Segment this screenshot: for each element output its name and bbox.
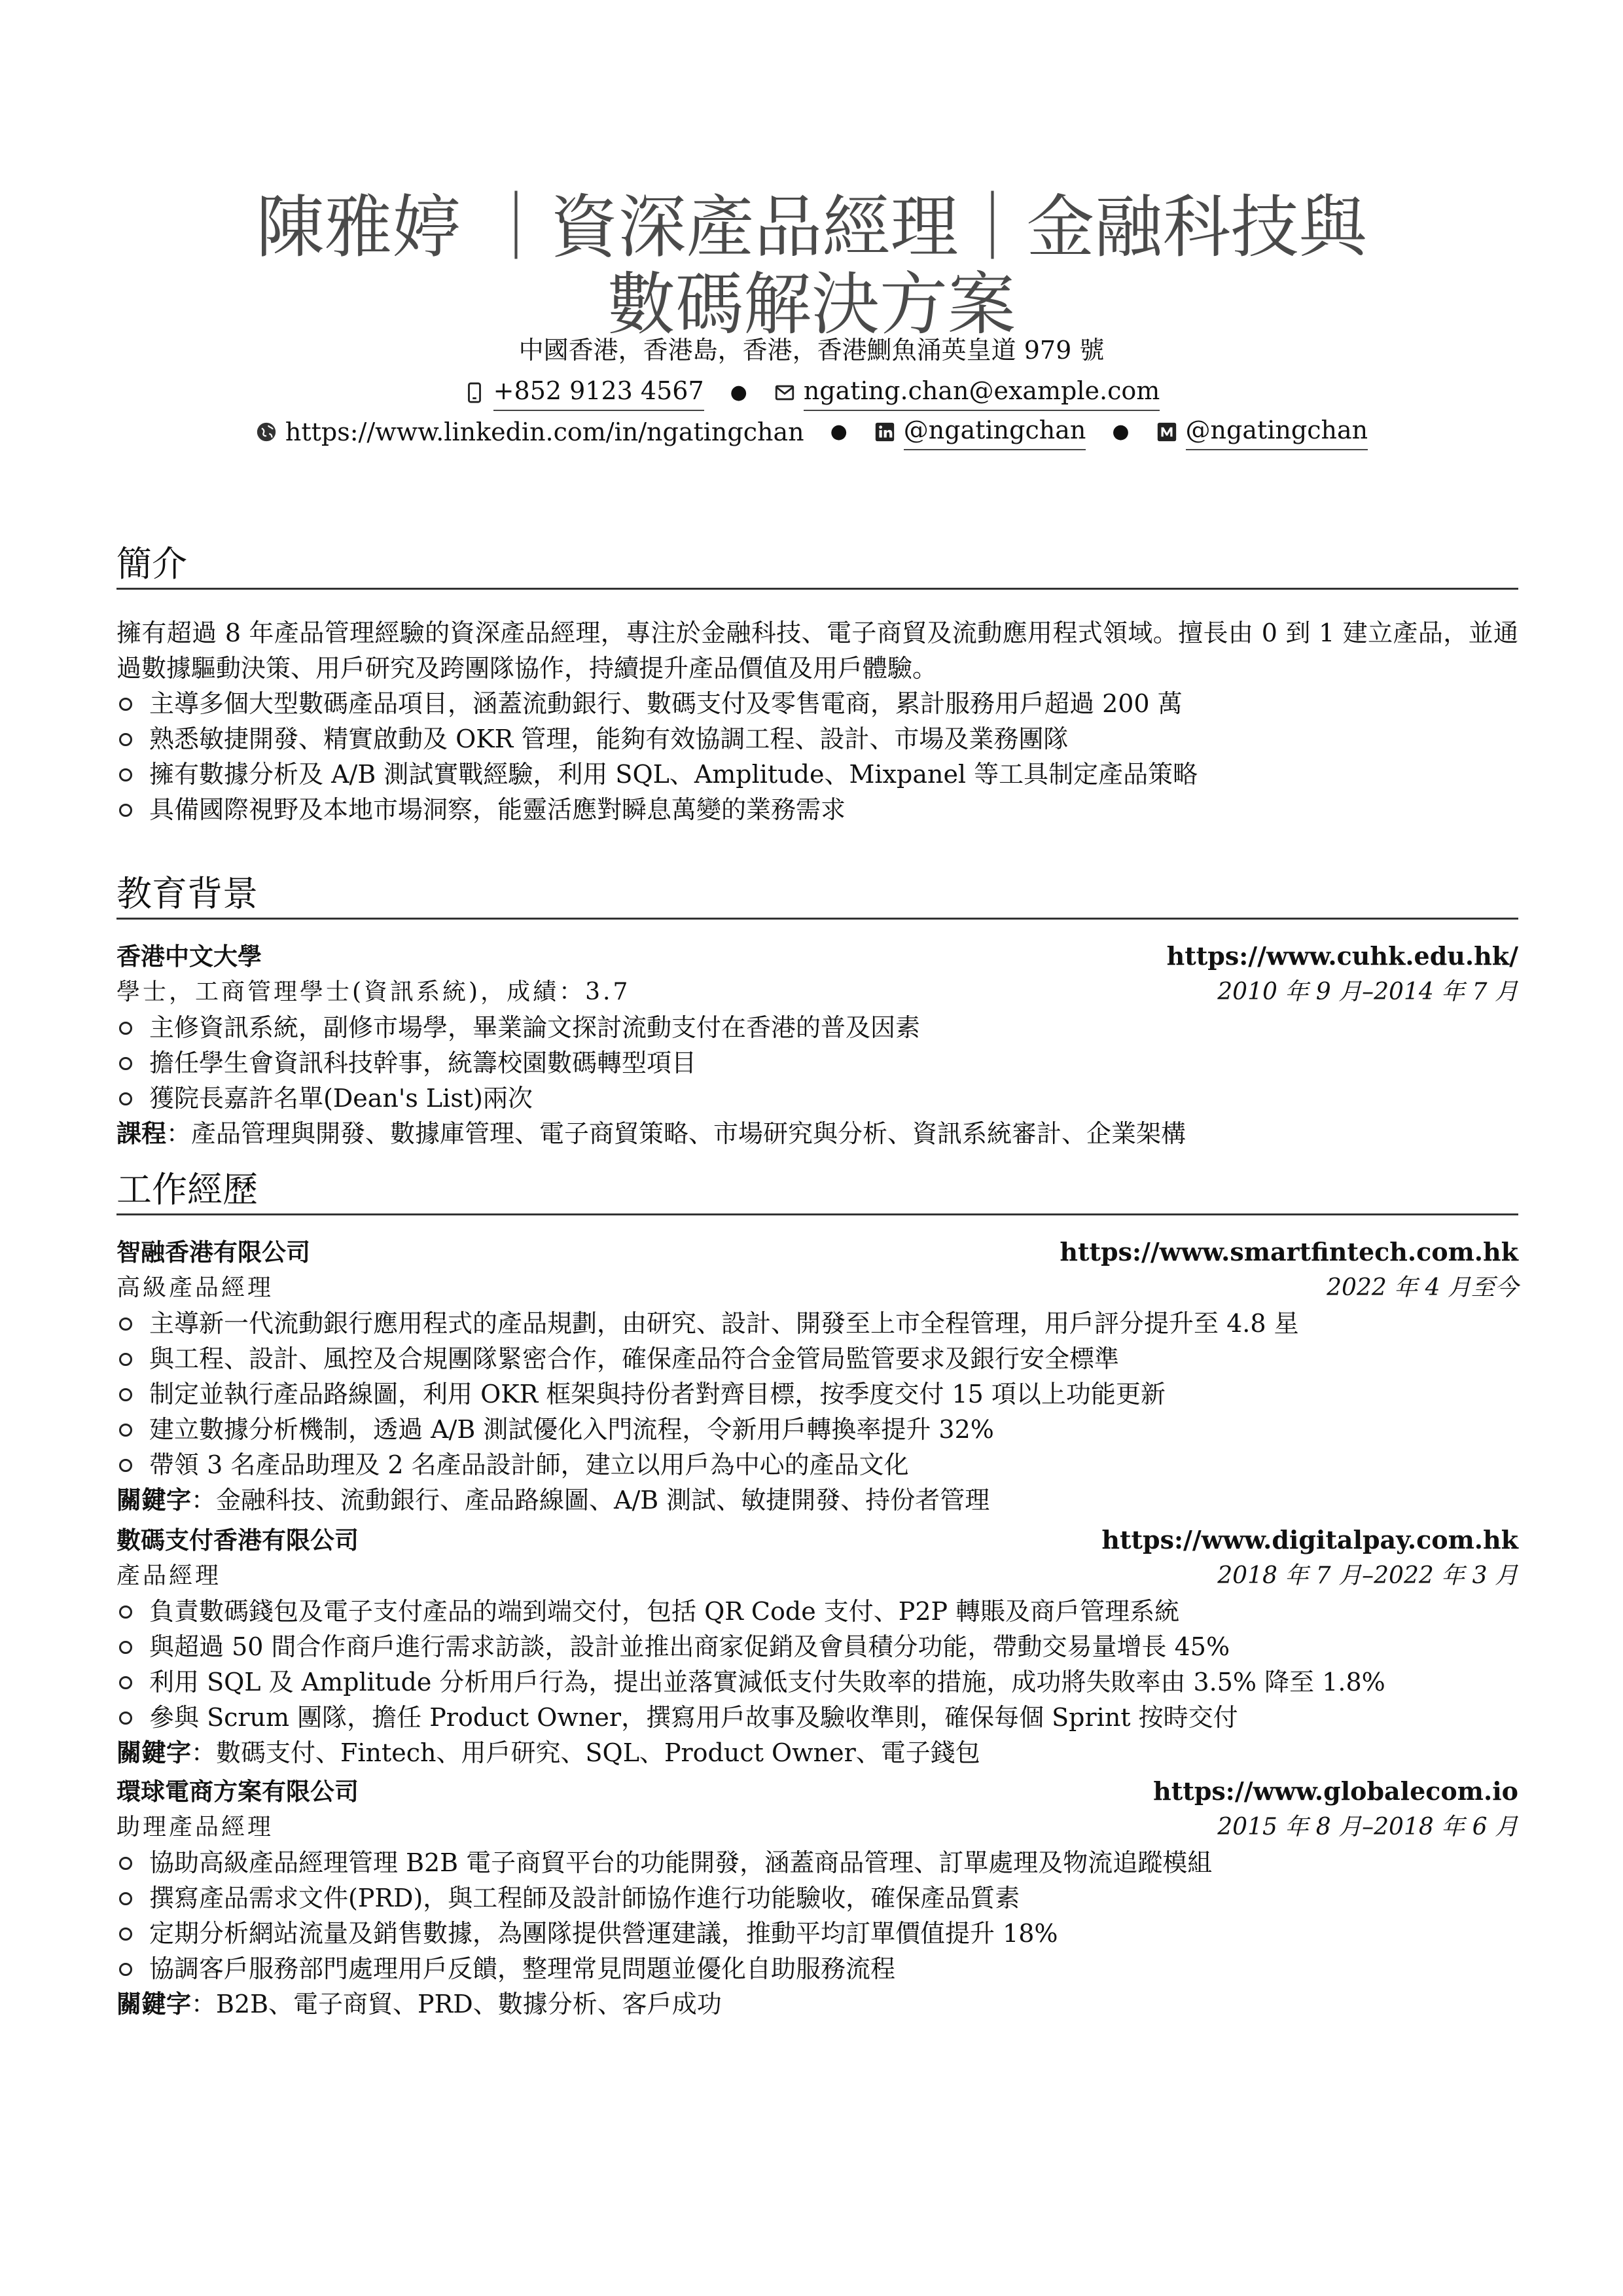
job-dates: 2022 年 4 月至今 — [1327, 1274, 1518, 1301]
bullet-circle-icon — [119, 1318, 132, 1331]
list-item: 主導新一代流動銀行應用程式的產品規劃，由研究、設計、開發至上市全程管理，用戶評分提升至 4.8 星 — [116, 1306, 1518, 1341]
list-item: 與超過 50 間合作商戶進行需求訪談，設計並推出商家促銷及會員積分功能，帶動交易量增長 45% — [116, 1629, 1518, 1664]
bullet-circle-icon — [119, 1963, 132, 1976]
linkedin-link[interactable]: @ngatingchan — [904, 414, 1086, 450]
job-header — [116, 1234, 1518, 1270]
bullet-circle-icon — [119, 1892, 132, 1905]
education-dates: 2010 年 9 月–2014 年 7 月 — [1217, 978, 1518, 1005]
bullet-circle-icon — [119, 1353, 132, 1366]
name-title — [249, 188, 1374, 343]
keywords-label: 關鍵字 — [116, 1990, 192, 2018]
company-name: 智融香港有限公司 — [116, 1238, 310, 1266]
linkedin-icon — [874, 421, 896, 443]
job-entry — [116, 1520, 1518, 1770]
linkedin-contact[interactable] — [874, 414, 1086, 450]
keywords-line — [116, 1735, 1518, 1770]
company-url[interactable]: https://www.globalecom.io — [1153, 1776, 1518, 1806]
list-item: 制定並執行產品路線圖，利用 OKR 框架與持份者對齊目標，按季度交付 15 項以上功能更新 — [116, 1376, 1518, 1412]
summary-block — [116, 615, 1518, 827]
medium-icon — [1156, 421, 1178, 443]
bullet-circle-icon — [119, 768, 132, 781]
bullet-circle-icon — [119, 1459, 132, 1472]
job-entry — [116, 1232, 1518, 1518]
education-block — [116, 936, 1518, 1151]
courses-text: ：產品管理與開發、數據庫管理、電子商貿策略、市場研究與分析、資訊系統審計、企業架構 — [166, 1119, 1186, 1148]
job-header — [116, 1522, 1518, 1558]
company-url[interactable]: https://www.smartfintech.com.hk — [1060, 1237, 1518, 1266]
list-item: 協調客戶服務部門處理用戶反饋，整理常見問題並優化自助服務流程 — [116, 1951, 1518, 1986]
list-item: 負責數碼錢包及電子支付產品的端到端交付，包括 QR Code 支付、P2P 轉賬及商戶管理系統 — [116, 1594, 1518, 1629]
company-name: 數碼支付香港有限公司 — [116, 1526, 359, 1554]
job-dates: 2018 年 7 月–2022 年 3 月 — [1217, 1562, 1518, 1589]
company-url[interactable]: https://www.digitalpay.com.hk — [1101, 1525, 1518, 1554]
bullet-circle-icon — [119, 804, 132, 817]
education-subheader — [116, 975, 1518, 1010]
company-name: 環球電商方案有限公司 — [116, 1778, 359, 1806]
name-line-2: 數碼解決方案 — [607, 264, 1016, 344]
bullet-circle-icon — [119, 1388, 132, 1401]
email-contact[interactable] — [774, 374, 1160, 411]
address: 中國香港，香港島，香港，香港鰂魚涌英皇道 979 號 — [518, 336, 1105, 365]
degree: 學士，工商管理學士(資訊系統)，成績：3.7 — [116, 978, 631, 1005]
education-header — [116, 939, 1518, 975]
courses-label: 課程 — [116, 1119, 167, 1148]
keywords-line — [116, 1986, 1518, 2022]
bullet-circle-icon — [119, 733, 132, 746]
globe-icon — [255, 421, 277, 443]
list-item: 帶領 3 名產品助理及 2 名產品設計師，建立以用戶為中心的產品文化 — [116, 1447, 1518, 1482]
bullet-circle-icon — [119, 1022, 132, 1035]
job-subheader — [116, 1810, 1518, 1845]
name-line-1: 陳雅婷 ｜資深產品經理｜金融科技與 — [256, 187, 1367, 267]
list-item: 撰寫產品需求文件(PRD)，與工程師及設計師協作進行功能驗收，確保產品質素 — [116, 1880, 1518, 1916]
list-item: 主修資訊系統，副修市場學，畢業論文探討流動支付在香港的普及因素 — [116, 1010, 1518, 1045]
summary-section-title: 簡介 — [116, 543, 1518, 590]
list-item: 與工程、設計、風控及合規團隊緊密合作，確保產品符合金管局監管要求及銀行安全標準 — [116, 1341, 1518, 1376]
bullet-circle-icon — [119, 1641, 132, 1654]
envelope-icon — [774, 382, 796, 404]
job-role: 產品經理 — [116, 1562, 222, 1589]
phone-icon — [463, 382, 486, 404]
phone-link[interactable]: +852 9123 4567 — [493, 374, 704, 411]
job-role: 助理產品經理 — [116, 1814, 274, 1840]
bullet-circle-icon — [119, 1676, 132, 1689]
list-item: 熟悉敏捷開發、精實啟動及 OKR 管理，能夠有效協調工程、設計、市場及業務團隊 — [116, 721, 1518, 757]
separator-dot: ● — [730, 381, 747, 404]
bullet-circle-icon — [119, 1092, 132, 1105]
school-url[interactable]: https://www.cuhk.edu.hk/ — [1166, 941, 1518, 971]
contact-row-2 — [0, 414, 1623, 450]
list-item: 參與 Scrum 團隊，擔任 Product Owner，撰寫用戶故事及驗收準則，確保每個 Sprint 按時交付 — [116, 1700, 1518, 1735]
bullet-circle-icon — [119, 1857, 132, 1870]
email-link[interactable]: ngating.chan@example.com — [804, 374, 1160, 411]
keywords-text: ：B2B、電子商貿、PRD、數據分析、客戶成功 — [191, 1990, 722, 2018]
bullet-circle-icon — [119, 698, 132, 711]
keywords-line — [116, 1482, 1518, 1518]
keywords-text: ：金融科技、流動銀行、產品路線圖、A/B 測試、敏捷開發、持份者管理 — [191, 1486, 990, 1515]
list-item: 獲院長嘉許名單(Dean's List)兩次 — [116, 1081, 1518, 1116]
list-item: 擔任學生會資訊科技幹事，統籌校園數碼轉型項目 — [116, 1045, 1518, 1081]
separator-dot: ● — [1112, 420, 1130, 443]
list-item: 建立數據分析機制，透過 A/B 測試優化入門流程，令新用戶轉換率提升 32% — [116, 1412, 1518, 1447]
list-item: 擁有數據分析及 A/B 測試實戰經驗，利用 SQL、Amplitude、Mixpanel 等工具制定產品策略 — [116, 757, 1518, 792]
keywords-label: 關鍵字 — [116, 1486, 192, 1515]
bullet-circle-icon — [119, 1928, 132, 1941]
list-item: 利用 SQL 及 Amplitude 分析用戶行為，提出並落實減低支付失敗率的措施，成功將失敗率由 3.5% 降至 1.8% — [116, 1664, 1518, 1700]
keywords-label: 關鍵字 — [116, 1738, 192, 1767]
job-header — [116, 1774, 1518, 1810]
list-item: 定期分析網站流量及銷售數據，為團隊提供營運建議，推動平均訂單價值提升 18% — [116, 1916, 1518, 1951]
phone-contact[interactable] — [463, 374, 704, 411]
education-section-title: 教育背景 — [116, 873, 1518, 920]
job-dates: 2015 年 8 月–2018 年 6 月 — [1217, 1814, 1518, 1840]
summary-paragraph: 擁有超過 8 年產品管理經驗的資深產品經理，專注於金融科技、電子商貿及流動應用程式領域。擅長由 0 到 1 建立產品，並通過數據驅動決策、用戶研究及跨團隊協作，持續提升產品價值及用戶體驗。 — [116, 619, 1518, 683]
job-subheader — [116, 1558, 1518, 1594]
keywords-text: ：數碼支付、Fintech、用戶研究、SQL、Product Owner、電子錢包 — [191, 1738, 980, 1767]
list-item: 主導多個大型數碼產品項目，涵蓋流動銀行、數碼支付及零售電商，累計服務用戶超過 200 萬 — [116, 686, 1518, 721]
bullet-circle-icon — [119, 1057, 132, 1070]
contact-row-1 — [0, 374, 1623, 411]
list-item: 具備國際視野及本地市場洞察，能靈活應對瞬息萬變的業務需求 — [116, 792, 1518, 827]
website-link[interactable]: https://www.linkedin.com/in/ngatingchan — [285, 418, 804, 446]
job-role: 高級產品經理 — [116, 1274, 274, 1301]
list-item: 協助高級產品經理管理 B2B 電子商貿平台的功能開發，涵蓋商品管理、訂單處理及物流追蹤模組 — [116, 1845, 1518, 1880]
bullet-circle-icon — [119, 1605, 132, 1619]
separator-dot: ● — [830, 420, 847, 443]
courses-line — [116, 1116, 1518, 1151]
job-entry — [116, 1771, 1518, 2022]
bullet-circle-icon — [119, 1424, 132, 1437]
job-subheader — [116, 1270, 1518, 1306]
medium-contact[interactable] — [1156, 414, 1368, 450]
school-name: 香港中文大學 — [116, 942, 262, 971]
experience-section-title: 工作經歷 — [116, 1169, 1518, 1215]
website-contact[interactable] — [255, 416, 804, 448]
bullet-circle-icon — [119, 1712, 132, 1725]
medium-link[interactable]: @ngatingchan — [1186, 414, 1368, 450]
